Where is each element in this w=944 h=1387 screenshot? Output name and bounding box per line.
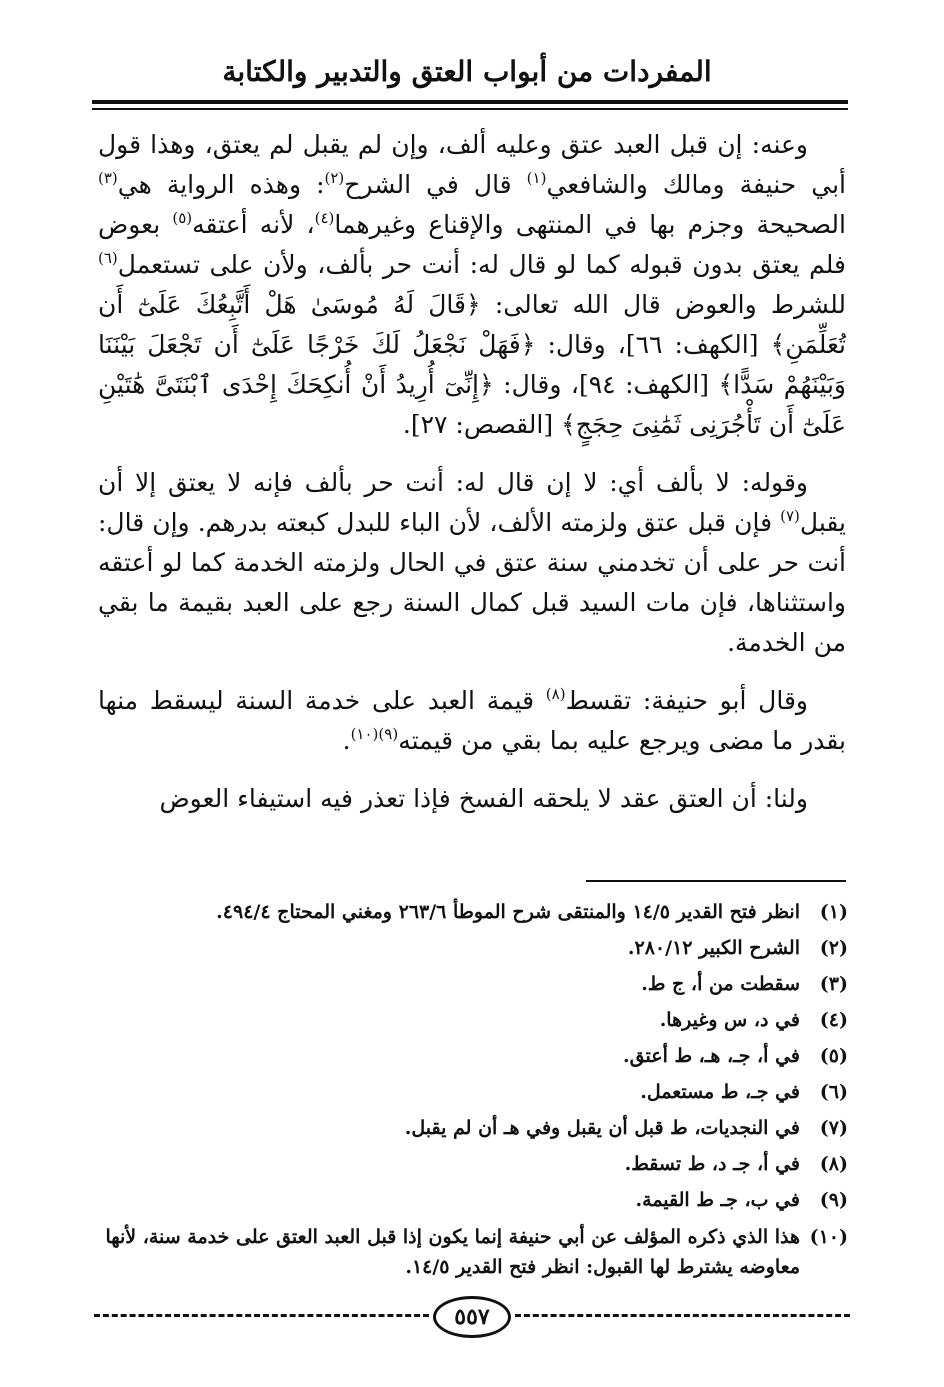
- text-run: [القصص: ٢٧].: [402, 410, 562, 439]
- footnote-item: [96, 1074, 848, 1110]
- text-run: ، لأنه أعتقه: [192, 210, 315, 239]
- footer-dash-left: [94, 1314, 429, 1317]
- footnote-ref: (٤): [314, 209, 335, 227]
- footnote-number: (٦): [819, 1081, 848, 1103]
- footnote-number: (١): [819, 901, 848, 923]
- footnote-number: (٢): [819, 937, 848, 959]
- footnote-ref: (٣): [98, 169, 118, 187]
- footnote-ref: (٨): [545, 685, 566, 703]
- footnote-text: في النجديات، ط قبل أن يقبل وفي هـ أن لم يقبل.: [404, 1117, 800, 1139]
- page-footer: [94, 1296, 850, 1336]
- text-run: وقوله: لا بألف أي: لا إن قال له: أنت حر بألف فإنه لا يعتق إلا أن يقبل: [98, 468, 846, 537]
- footnote-text: في د، س وغيرها.: [659, 1009, 800, 1031]
- footnotes-block: [96, 894, 848, 1282]
- footnote-text: في ب، جـ ط القيمة.: [635, 1189, 800, 1211]
- text-run: : وهذه الرواية هي: [117, 170, 325, 199]
- footnote-ref: (٢): [324, 169, 345, 187]
- body-paragraph: [98, 463, 846, 663]
- footnote-text: في أ، جـ د، ط تسقط.: [624, 1153, 800, 1175]
- footnote-ref: (٦): [98, 249, 118, 267]
- footer-dash-right: [515, 1314, 850, 1317]
- footnote-item: [96, 1002, 848, 1038]
- text-run: [الكهف: ٩٤]، وقال:: [493, 370, 719, 399]
- footnote-text: الشرح الكبير ٢٨٠/١٢.: [627, 937, 800, 959]
- text-run: وعنه: إن قبل العبد عتق وعليه ألف، وإن لم يقبل لم يعتق، وهذا قول أبي حنيفة ومالك والشافعي: [98, 130, 846, 199]
- text-run: قيمة العبد على خدمة السنة ليسقط منها بقدر ما مضى ويرجع عليه بما بقي من قيمته: [98, 686, 846, 755]
- text-run: الصحيحة وجزم بها في المنتهى والإقناع وغيرهما: [334, 210, 846, 239]
- footnote-number: (٤): [819, 1009, 848, 1031]
- footnote-number: (٩): [819, 1189, 848, 1211]
- text-run: ولنا: أن العتق عقد لا يلحقه الفسخ فإذا تعذر فيه استيفاء العوض: [159, 784, 808, 813]
- footnote-ref: (١): [526, 169, 547, 187]
- text-run: فإن قبل عتق ولزمته الألف، لأن الباء للبدل كبعته بدرهم. وإن قال: أنت حر على أن تخدمني سنة عتق في الحال ولزمته الخدمة كما لو أعتقه واستثناها، فإن مات السيد قبل كمال السنة رجع على العبد بقيمة ما بقي من الخدمة.: [98, 508, 846, 657]
- body-paragraph: [98, 125, 846, 445]
- footnote-item: [96, 1038, 848, 1074]
- page-number: ٥٥٧: [433, 1296, 511, 1338]
- footnote-text: في جـ، ط مستعمل.: [640, 1081, 800, 1103]
- footnote-ref: (٧): [780, 507, 800, 525]
- body-paragraph: [98, 779, 846, 819]
- footnote-ref: (٥): [172, 209, 193, 227]
- footnote-item: [96, 1146, 848, 1182]
- footnote-text: سقطت من أ، ج ط.: [641, 973, 800, 995]
- footnote-number: (٨): [819, 1153, 848, 1175]
- quran-verse: ﴿إِنِّىٓ أُرِيدُ أَنْ أُنكِحَكَ إِحْدَى ٱبْنَتَىَّ هَٰتَيْنِ عَلَىٰٓ أَن تَأْجُرَنِى ثَمَٰنِىَ حِجَجٍ﴾: [98, 370, 846, 439]
- footnote-text: انظر فتح القدير ١٤/٥ والمنتقى شرح الموطأ ٢٦٣/٦ ومغني المحتاج ٤٩٤/٤.: [216, 901, 800, 923]
- main-text: [98, 125, 846, 837]
- text-run: قال في الشرح: [344, 170, 527, 199]
- quran-verse: ﴿فَهَلْ نَجْعَلُ لَكَ خَرْجًا عَلَىٰٓ أَن تَجْعَلَ بَيْنَنَا وَبَيْنَهُمْ سَدًّا﴾: [98, 330, 846, 399]
- body-paragraph: [98, 681, 846, 761]
- footnote-number: (٣): [819, 973, 848, 995]
- footnote-item: [96, 930, 848, 966]
- footnote-item: [96, 966, 848, 1002]
- text-run: [الكهف: ٦٦]، وقال:: [535, 330, 771, 359]
- footnote-number: (٥): [819, 1045, 848, 1067]
- footnote-ref: (٩)(١٠): [350, 725, 399, 743]
- text-run: وقال أبو حنيفة: تقسط: [565, 686, 808, 715]
- running-header-title: المفردات من أبواب العتق والتدبير والكتابة: [222, 55, 712, 88]
- quran-verse: ﴿قَالَ لَهُ مُوسَىٰ هَلْ أَتَّبِعُكَ عَلَىٰٓ أَن تُعَلِّمَنِ﴾: [98, 290, 846, 359]
- footnote-text: في أ، جـ، هـ، ط أعتق.: [623, 1045, 800, 1067]
- text-run: للشرط والعوض قال الله تعالى:: [480, 290, 847, 319]
- footnote-item: [96, 1110, 848, 1146]
- header-rule-thick: [92, 100, 848, 104]
- text-run: .: [342, 726, 351, 755]
- header-rule-thin: [92, 108, 848, 110]
- footnote-number: (٧): [819, 1117, 848, 1139]
- footnote-item: [96, 1182, 848, 1218]
- footnote-item: [96, 1222, 848, 1282]
- footnote-separator: [586, 880, 846, 882]
- footnote-item: [96, 894, 848, 930]
- footnote-text: هذا الذي ذكره المؤلف عن أبي حنيفة إنما يكون إذا قبل العبد العتق على خدمة سنة، لأنها معاوضه يشترط لها القبول: انظر فتح القدير ١٤/٥.: [105, 1226, 800, 1278]
- footnote-number: (١٠): [809, 1226, 848, 1248]
- text-run: بعوض فلم يعتق بدون قبوله كما لو قال له: أنت حر بألف، ولأن على تستعمل: [98, 210, 846, 279]
